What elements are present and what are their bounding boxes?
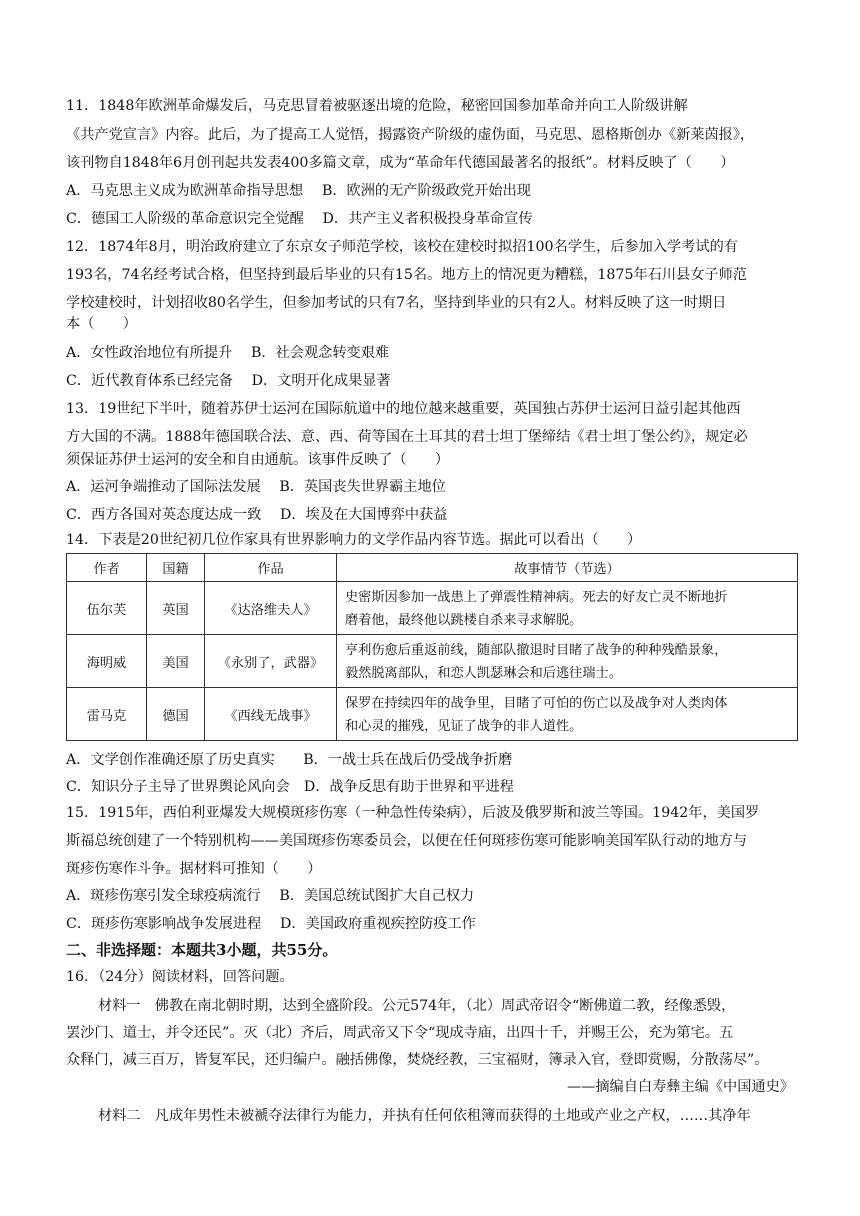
q13-stem-line-3: 须保证苏伊士运河的安全和自由通航。该事件反映了（ ） [66, 452, 450, 468]
q12-options-ab: A．女性政治地位有所提升 B．社会观念转变艰难 [66, 345, 390, 361]
q14-options-cd: C．知识分子主导了世界舆论风向会 D．战争反思有助于世界和平进程 [66, 779, 514, 795]
q11-options-ab: A．马克思主义成为欧洲革命指导思想 B．欧洲的无产阶级政党开始出现 [66, 183, 531, 199]
q16-intro: 16．（24分）阅读材料，回答问题。 [66, 969, 294, 985]
table-header-row [67, 554, 798, 582]
material1-line-1: 材料一 佛教在南北朝时期，达到全盛阶段。公元574年，（北）周武帝诏令“断佛道二教，经像悉毁， [98, 998, 736, 1014]
cell-author: 伍尔芙 [67, 582, 147, 635]
plot-line: 和心灵的摧残，见证了战争的非人道性。 [345, 719, 583, 734]
cell-author: 海明威 [67, 635, 147, 688]
table-row [67, 688, 798, 741]
q14-options-ab: A．文学创作准确还原了历史真实 B．一战士兵在战后仍受战争折磨 [66, 752, 513, 768]
plot-line: 磨着他，最终他以跳楼自杀来寻求解脱。 [345, 613, 583, 628]
material2-line-1: 材料二 凡成年男性未被褫夺法律行为能力，并执有任何依租簿而获得的土地或产业之产权，……其净年 [98, 1108, 751, 1124]
section-heading: 二、非选择题：本题共3小题，共55分。 [66, 941, 338, 959]
q11-stem-line-3: 该刊物自1848年6月创刊起共发表400多篇文章，成为“革命年代德国最著名的报纸”。材料反映了（ ） [66, 155, 735, 171]
q11-stem-line-2: 《共产党宣言》内容。此后，为了提高工人觉悟，揭露资产阶级的虚伪面，马克思、恩格斯创办《新莱茵报》， [66, 127, 755, 143]
table-row [67, 582, 798, 635]
plot-line: 保罗在持续四年的战争里，目睹了可怕的伤亡以及战争对人类肉体 [345, 696, 728, 711]
literature-table [66, 553, 798, 741]
q15-stem-line-1: 15．1915年，西伯利亚爆发大规模斑疹伤寒（一种急性传染病），后波及俄罗斯和波兰等国。1942年，美国罗 [66, 805, 760, 821]
header-nationality: 国籍 [147, 554, 205, 582]
q11-stem-line-1: 11．1848年欧洲革命爆发后，马克思冒着被驱逐出境的危险，秘密回国参加革命并向工人阶级讲解 [66, 98, 688, 114]
table-row [67, 635, 798, 688]
q15-options-ab: A．斑疹伤寒引发全球疫病流行 B．美国总统试图扩大自己权力 [66, 888, 475, 904]
plot-line: 毅然脱离部队，和恋人凯瑟琳会和后逃往瑞士。 [345, 666, 622, 681]
q13-options-ab: A．运河争端推动了国际法发展 B．英国丧失世界霸主地位 [66, 479, 446, 495]
cell-nationality: 美国 [147, 635, 205, 688]
cell-work: 《永别了，武器》 [205, 635, 337, 688]
q12-stem-line-2: 193名，74名经考试合格，但坚持到最后毕业的只有15名。地方上的情况更为糟糕，1875年石川县女子师范 [66, 267, 747, 283]
cell-nationality: 英国 [147, 582, 205, 635]
q13-stem-line-2: 方大国的不满。1888年德国联合法、意、西、荷等国在土耳其的君士坦丁堡缔结《君士坦丁堡公约》，规定必 [66, 429, 748, 445]
cell-plot [337, 688, 798, 741]
q11-options-cd: C．德国工人阶级的革命意识完全觉醒 D．共产主义者积极投身革命宣传 [66, 211, 533, 227]
q12-stem-line-1: 12．1874年8月，明治政府建立了东京女子师范学校，该校在建校时拟招100名学生，后参加入学考试的有 [66, 239, 738, 255]
cell-plot [337, 635, 798, 688]
q15-stem-line-2: 斯福总统创建了一个特别机构——美国斑疹伤寒委员会，以便在任何斑疹伤寒可能影响美国军队行动的地方与 [66, 833, 748, 849]
header-author: 作者 [67, 554, 147, 582]
q12-options-cd: C．近代教育体系已经完备 D．文明开化成果显著 [66, 373, 391, 389]
material1-line-3: 众释门，减三百万，皆复军民，还归编户。融括佛像，焚烧经教，三宝福财，簿录入官，登即赏赐，分散荡尽”。 [66, 1052, 769, 1068]
q12-stem-line-4: 本（ ） [66, 316, 137, 332]
cell-author: 雷马克 [67, 688, 147, 741]
header-work: 作品 [205, 554, 337, 582]
q13-stem-line-1: 13．19世纪下半叶，随着苏伊士运河在国际航道中的地位越来越重要，英国独占苏伊士运河日益引起其他西 [66, 401, 741, 417]
cell-work: 《达洛维夫人》 [205, 582, 337, 635]
cell-plot [337, 582, 798, 635]
plot-line: 亨利伤愈后重返前线，随部队撤退时目睹了战争的种种残酷景象， [345, 643, 728, 658]
material1-source: ——摘编自白寿彝主编《中国通史》 [566, 1079, 794, 1095]
plot-line: 史密斯因参加一战患上了弹震性精神病。死去的好友亡灵不断地折 [345, 590, 728, 605]
q14-stem: 14．下表是20世纪初几位作家具有世界影响力的文学作品内容节选。据此可以看出（ ） [66, 532, 642, 548]
q13-options-cd: C．西方各国对英态度达成一致 D．埃及在大国博弈中获益 [66, 507, 448, 523]
q15-options-cd: C．斑疹伤寒影响战争发展进程 D．美国政府重视疾控防疫工作 [66, 916, 476, 932]
cell-work: 《西线无战事》 [205, 688, 337, 741]
q12-stem-line-3: 学校建校时，计划招收80名学生，但参加考试的只有7名，坚持到毕业的只有2人。材料反映了这一时期日 [66, 295, 727, 311]
header-plot: 故事情节（节选） [337, 554, 798, 582]
q15-stem-line-3: 斑疹伤寒作斗争。据材料可推知（ ） [66, 861, 322, 877]
material1-line-2: 罢沙门、道士，并令还民”。灭（北）齐后，周武帝又下令“现成寺庙，出四十千，并赐王公，充为第宅。五 [66, 1025, 734, 1041]
cell-nationality: 德国 [147, 688, 205, 741]
